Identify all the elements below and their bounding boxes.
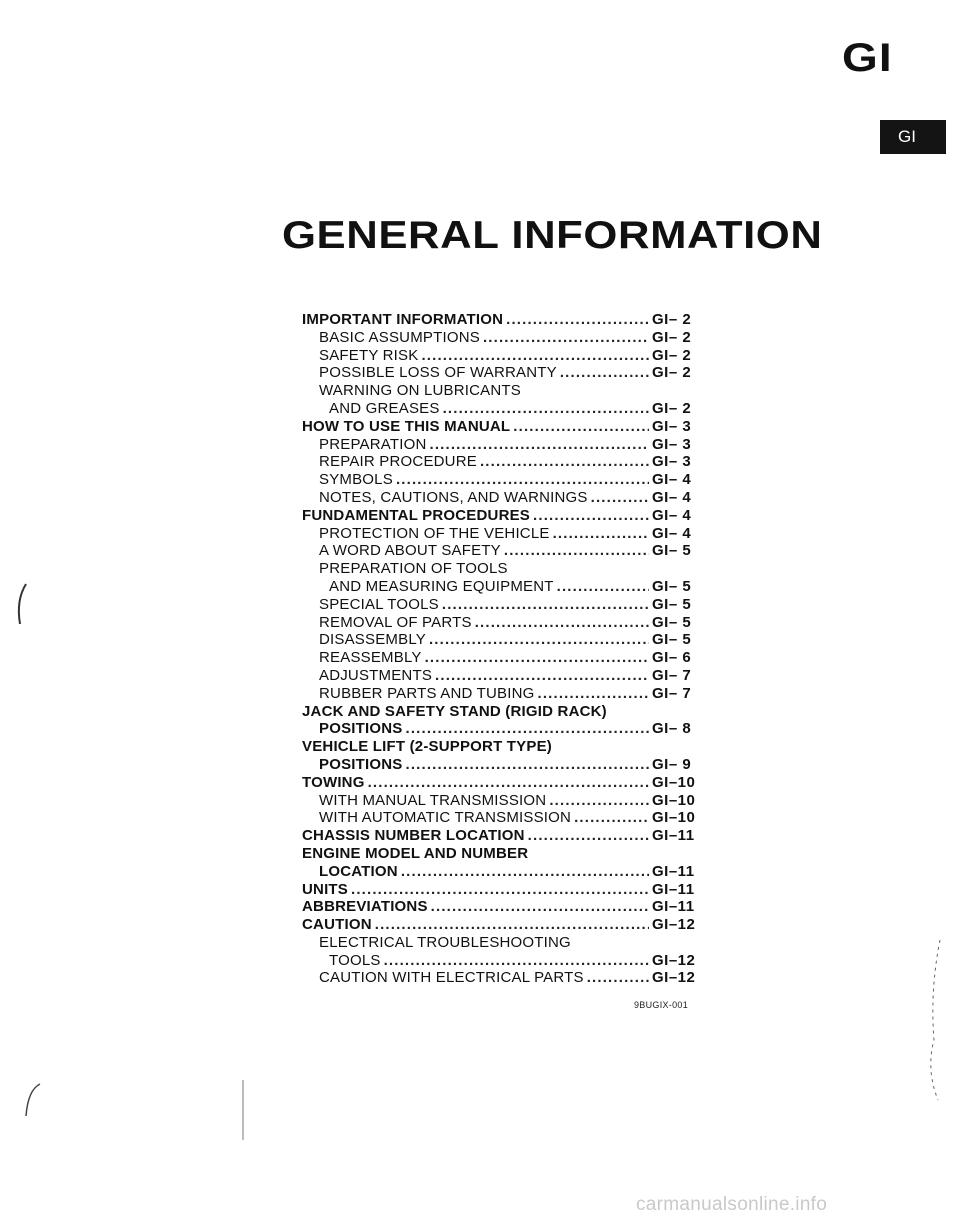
toc-entry-page: GI–10 xyxy=(652,791,696,809)
toc-entry xyxy=(302,969,710,987)
toc-entry xyxy=(302,720,710,738)
toc-dot-leader xyxy=(560,364,649,382)
scan-artifact-mark xyxy=(18,1080,48,1120)
toc-entry-page: GI–12 xyxy=(652,916,696,934)
toc-entry xyxy=(302,667,710,685)
toc-entry-page: GI– 9 xyxy=(652,755,692,773)
toc-entry-page: GI– 2 xyxy=(652,328,692,346)
toc-entry-page: GI–12 xyxy=(652,951,696,969)
toc-dot-leader xyxy=(405,720,649,738)
toc-entry-label: CAUTION WITH ELECTRICAL PARTS xyxy=(319,969,584,987)
toc-dot-leader xyxy=(368,774,649,792)
toc-entry-label: NOTES, CAUTIONS, AND WARNINGS xyxy=(319,488,588,506)
toc-entry xyxy=(302,827,710,845)
toc-entry-label: IMPORTANT INFORMATION xyxy=(302,311,504,328)
toc-entry-label: TOOLS xyxy=(329,951,381,969)
toc-entry-label: ELECTRICAL TROUBLESHOOTING xyxy=(319,933,571,951)
toc-entry-label: SPECIAL TOOLS xyxy=(319,595,439,613)
toc-entry xyxy=(302,382,710,400)
toc-entry-label: VEHICLE LIFT (2-SUPPORT TYPE) xyxy=(302,738,552,756)
toc-entry-label: JACK AND SAFETY STAND (RIGID RACK) xyxy=(302,702,607,720)
toc-dot-leader xyxy=(574,809,649,827)
toc-entry xyxy=(302,881,710,899)
toc-entry-label: RUBBER PARTS AND TUBING xyxy=(319,684,535,702)
toc-entry xyxy=(302,738,710,756)
toc-dot-leader xyxy=(421,347,649,365)
toc-entry-page: GI– 5 xyxy=(652,542,692,560)
toc-entry-page: GI– 2 xyxy=(652,364,692,382)
toc-entry xyxy=(302,792,710,810)
toc-entry xyxy=(302,703,710,721)
toc-entry-label: CHASSIS NUMBER LOCATION xyxy=(302,827,525,845)
toc-entry-page: GI– 3 xyxy=(652,435,692,453)
toc-dot-leader xyxy=(405,756,649,774)
figure-code: 9BUGIX-001 xyxy=(634,1000,689,1010)
toc-dot-leader xyxy=(557,578,649,596)
toc-entry xyxy=(302,560,710,578)
toc-entry xyxy=(302,774,710,792)
chapter-title: GENERAL INFORMATION xyxy=(282,214,823,257)
toc-entry-label: WARNING ON LUBRICANTS xyxy=(319,382,521,400)
toc-dot-leader xyxy=(396,471,649,489)
toc-entry xyxy=(302,596,710,614)
toc-entry-label: CAUTION xyxy=(302,916,372,934)
toc-entry xyxy=(302,756,710,774)
toc-entry xyxy=(302,453,710,471)
toc-dot-leader xyxy=(351,881,649,899)
scan-artifact-line xyxy=(240,1080,246,1140)
toc-entry-label: ENGINE MODEL AND NUMBER xyxy=(302,844,529,862)
toc-dot-leader xyxy=(425,649,649,667)
toc-entry xyxy=(302,631,710,649)
toc-entry-page: GI– 4 xyxy=(652,524,692,542)
toc-entry xyxy=(302,649,710,667)
toc-entry xyxy=(302,934,710,952)
toc-entry-label: POSITIONS xyxy=(319,755,403,773)
toc-entry-page: GI– 4 xyxy=(652,506,692,524)
toc-entry-label: POSITIONS xyxy=(319,720,403,738)
toc-entry-label: WITH MANUAL TRANSMISSION xyxy=(319,791,547,809)
toc-entry xyxy=(302,347,710,365)
toc-entry-label: PREPARATION xyxy=(319,435,427,453)
toc-entry-label: UNITS xyxy=(302,880,348,898)
toc-dot-leader xyxy=(533,507,649,525)
toc-entry-page: GI– 4 xyxy=(652,488,692,506)
toc-dot-leader xyxy=(429,631,649,649)
toc-entry xyxy=(302,507,710,525)
toc-entry xyxy=(302,400,710,418)
toc-dot-leader xyxy=(506,311,649,329)
toc-entry-page: GI– 2 xyxy=(652,346,692,364)
toc-entry-label: ADJUSTMENTS xyxy=(319,666,433,684)
toc-dot-leader xyxy=(443,400,649,418)
toc-dot-leader xyxy=(549,792,649,810)
toc-entry-page: GI– 5 xyxy=(652,631,692,649)
toc-entry-page: GI– 6 xyxy=(652,649,692,667)
toc-entry xyxy=(302,845,710,863)
toc-entry-label: WITH AUTOMATIC TRANSMISSION xyxy=(319,809,572,827)
toc-entry xyxy=(302,542,710,560)
toc-entry-page: GI–11 xyxy=(652,880,695,898)
toc-entry xyxy=(302,809,710,827)
toc-dot-leader xyxy=(375,916,649,934)
toc-dot-leader xyxy=(587,969,649,987)
toc-entry-label: HOW TO USE THIS MANUAL xyxy=(302,417,511,435)
toc-dot-leader xyxy=(504,542,649,560)
toc-dot-leader xyxy=(528,827,649,845)
toc-dot-leader xyxy=(483,329,649,347)
toc-entry xyxy=(302,418,710,436)
toc-entry-page: GI–12 xyxy=(652,969,696,987)
toc-entry-page: GI– 2 xyxy=(652,311,692,328)
toc-entry-page: GI–11 xyxy=(652,827,695,845)
toc-entry-page: GI– 4 xyxy=(652,471,692,489)
toc-entry-label: PROTECTION OF THE VEHICLE xyxy=(319,524,550,542)
toc-entry-label: PREPARATION OF TOOLS xyxy=(319,560,508,578)
toc-entry-page: GI–10 xyxy=(652,773,696,791)
section-tab xyxy=(880,120,946,154)
scan-artifact-edge xyxy=(918,930,948,1110)
toc-dot-leader xyxy=(513,418,649,436)
section-tab-label: GI xyxy=(898,127,916,146)
toc-entry-label: DISASSEMBLY xyxy=(319,631,426,649)
toc-entry-label: ABBREVIATIONS xyxy=(302,898,428,916)
toc-entry-label: AND GREASES xyxy=(329,399,440,417)
scan-artifact-bracket xyxy=(12,580,32,630)
toc-dot-leader xyxy=(401,863,649,881)
toc-dot-leader xyxy=(553,525,649,543)
toc-entry-page: GI– 3 xyxy=(652,453,692,471)
toc-entry-label: BASIC ASSUMPTIONS xyxy=(319,328,480,346)
toc-entry-page: GI– 5 xyxy=(652,613,692,631)
toc-entry-label: A WORD ABOUT SAFETY xyxy=(319,542,501,560)
toc-entry xyxy=(302,685,710,703)
toc-entry xyxy=(302,898,710,916)
toc-dot-leader xyxy=(430,436,650,454)
toc-entry xyxy=(302,471,710,489)
toc-entry xyxy=(302,489,710,507)
toc-entry-label: REPAIR PROCEDURE xyxy=(319,453,477,471)
toc-entry-label: SAFETY RISK xyxy=(319,346,419,364)
toc-entry-page: GI– 7 xyxy=(652,684,692,702)
toc-entry-label: TOWING xyxy=(302,773,365,791)
toc-entry xyxy=(302,952,710,970)
section-code: GI xyxy=(842,36,893,80)
toc-entry xyxy=(302,311,710,329)
toc-entry-page: GI– 8 xyxy=(652,720,692,738)
toc-entry-label: REASSEMBLY xyxy=(319,649,422,667)
toc-entry-label: REMOVAL OF PARTS xyxy=(319,613,472,631)
toc-entry xyxy=(302,863,710,881)
toc-entry xyxy=(302,525,710,543)
toc-dot-leader xyxy=(480,453,649,471)
toc-dot-leader xyxy=(431,898,649,916)
toc-entry xyxy=(302,614,710,632)
toc-entry-label: LOCATION xyxy=(319,862,398,880)
toc-entry-label: AND MEASURING EQUIPMENT xyxy=(329,577,554,595)
toc-entry-page: GI– 7 xyxy=(652,666,692,684)
toc-entry xyxy=(302,436,710,454)
toc-entry-page: GI–11 xyxy=(652,862,695,880)
toc-dot-leader xyxy=(591,489,649,507)
toc-entry-page: GI– 2 xyxy=(652,399,692,417)
toc-entry-page: GI– 5 xyxy=(652,577,692,595)
toc-dot-leader xyxy=(384,952,649,970)
toc-dot-leader xyxy=(442,596,649,614)
toc-entry-page: GI– 5 xyxy=(652,595,692,613)
toc-entry-page: GI– 3 xyxy=(652,417,692,435)
toc-entry-page: GI–10 xyxy=(652,809,696,827)
watermark: carmanualsonline.info xyxy=(636,1194,828,1215)
toc-entry-label: FUNDAMENTAL PROCEDURES xyxy=(302,506,531,524)
toc-dot-leader xyxy=(475,614,649,632)
toc-entry-label: SYMBOLS xyxy=(319,471,393,489)
toc-entry xyxy=(302,364,710,382)
table-of-contents xyxy=(302,311,710,987)
toc-entry-page: GI–11 xyxy=(652,898,695,916)
toc-entry xyxy=(302,916,710,934)
toc-dot-leader xyxy=(537,685,649,703)
toc-dot-leader xyxy=(435,667,649,685)
toc-entry xyxy=(302,578,710,596)
toc-entry xyxy=(302,329,710,347)
toc-entry-label: POSSIBLE LOSS OF WARRANTY xyxy=(319,364,557,382)
